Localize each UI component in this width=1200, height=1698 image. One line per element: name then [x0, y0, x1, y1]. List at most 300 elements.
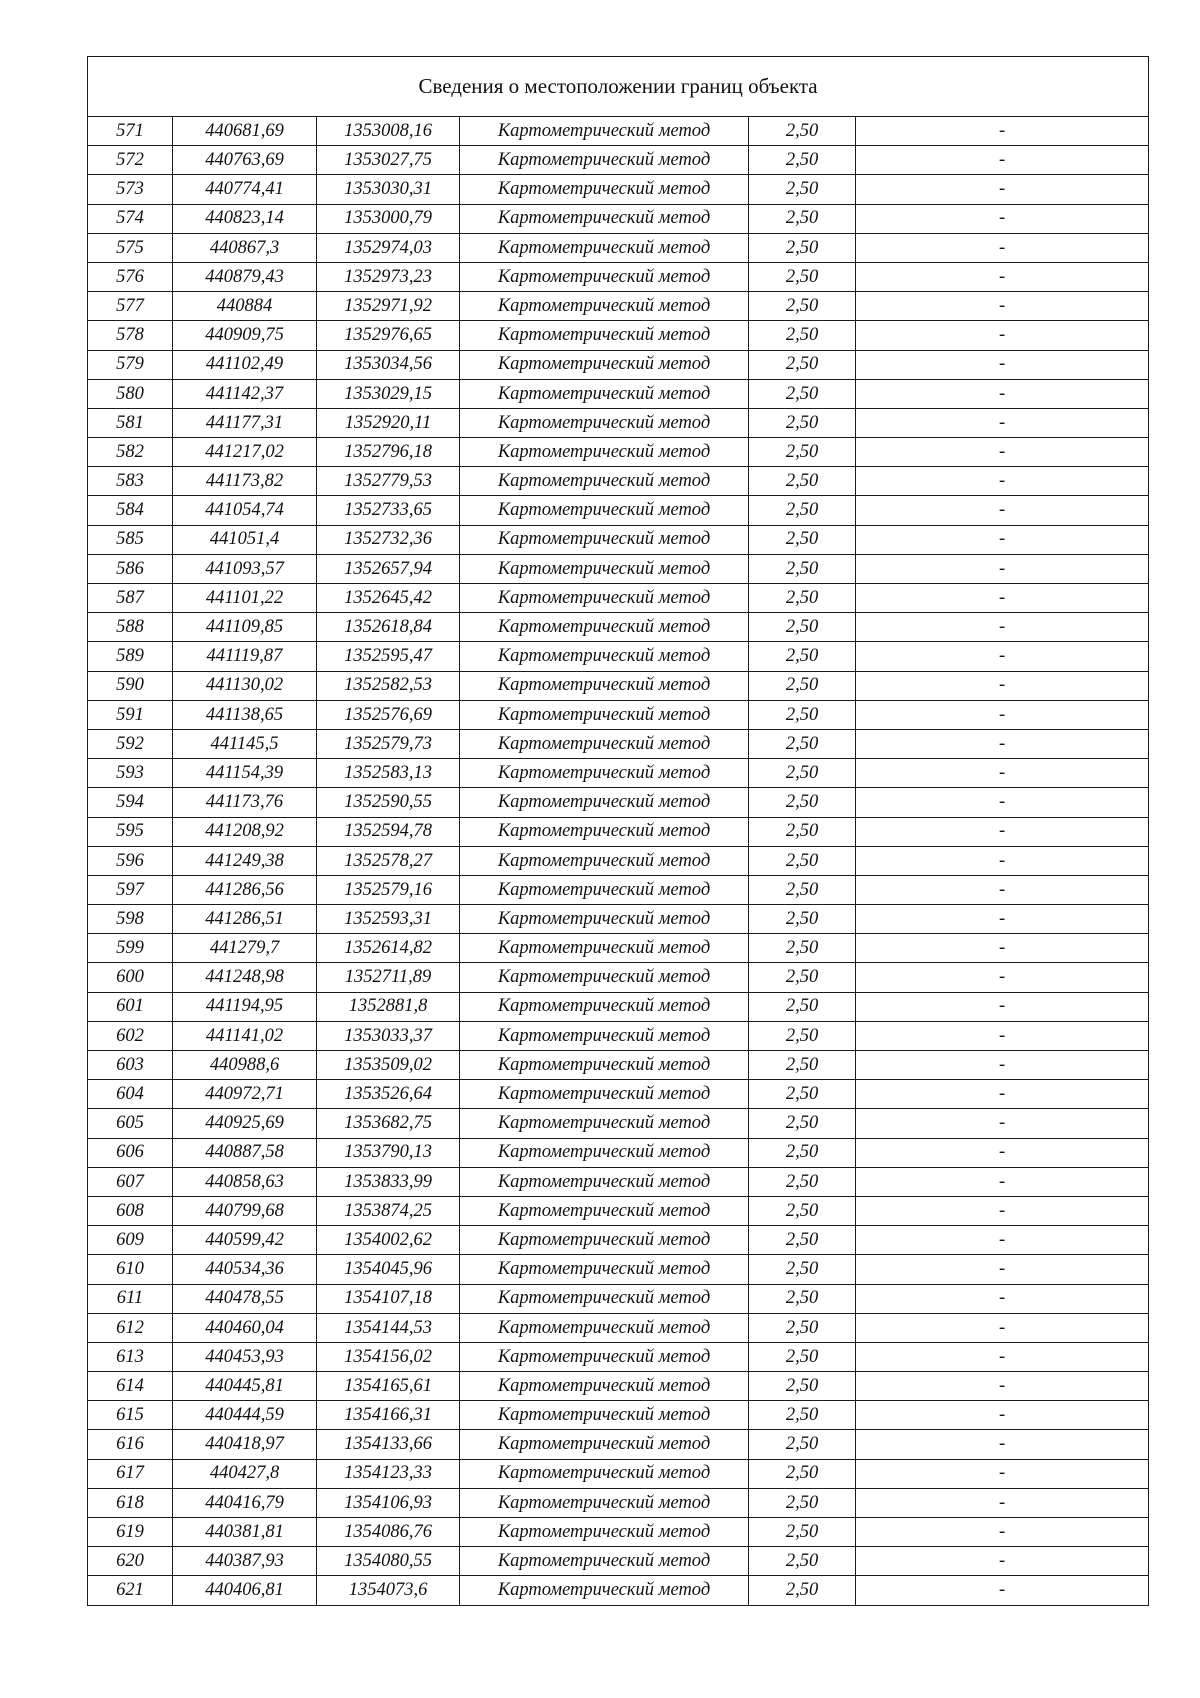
method-cell: Картометрический метод	[460, 525, 749, 554]
y-coordinate-cell: 1354166,31	[317, 1401, 460, 1430]
table-row	[88, 1196, 1149, 1225]
point-number-cell: 596	[88, 846, 173, 875]
point-number-cell: 601	[88, 992, 173, 1021]
accuracy-cell: 2,50	[749, 817, 856, 846]
y-coordinate-cell: 1353029,15	[317, 379, 460, 408]
description-cell: -	[856, 729, 1149, 758]
table-row	[88, 146, 1149, 175]
y-coordinate-cell: 1352657,94	[317, 554, 460, 583]
x-coordinate-cell: 441141,02	[173, 1021, 317, 1050]
table-row	[88, 175, 1149, 204]
table-row	[88, 379, 1149, 408]
description-cell: -	[856, 408, 1149, 437]
x-coordinate-cell: 440381,81	[173, 1518, 317, 1547]
table-row	[88, 321, 1149, 350]
x-coordinate-cell: 440988,6	[173, 1051, 317, 1080]
point-number-cell: 609	[88, 1226, 173, 1255]
method-cell: Картометрический метод	[460, 1284, 749, 1313]
point-number-cell: 613	[88, 1342, 173, 1371]
description-cell: -	[856, 1372, 1149, 1401]
point-number-cell: 581	[88, 408, 173, 437]
point-number-cell: 614	[88, 1372, 173, 1401]
y-coordinate-cell: 1353682,75	[317, 1109, 460, 1138]
table-row	[88, 1459, 1149, 1488]
y-coordinate-cell: 1352578,27	[317, 846, 460, 875]
method-cell: Картометрический метод	[460, 1401, 749, 1430]
accuracy-cell: 2,50	[749, 846, 856, 875]
point-number-cell: 578	[88, 321, 173, 350]
method-cell: Картометрический метод	[460, 1430, 749, 1459]
y-coordinate-cell: 1354106,93	[317, 1488, 460, 1517]
accuracy-cell: 2,50	[749, 700, 856, 729]
point-number-cell: 619	[88, 1518, 173, 1547]
accuracy-cell: 2,50	[749, 788, 856, 817]
x-coordinate-cell: 441101,22	[173, 584, 317, 613]
y-coordinate-cell: 1352645,42	[317, 584, 460, 613]
description-cell: -	[856, 438, 1149, 467]
y-coordinate-cell: 1352973,23	[317, 262, 460, 291]
method-cell: Картометрический метод	[460, 759, 749, 788]
method-cell: Картометрический метод	[460, 1547, 749, 1576]
table-row	[88, 671, 1149, 700]
description-cell: -	[856, 496, 1149, 525]
accuracy-cell: 2,50	[749, 992, 856, 1021]
point-number-cell: 610	[88, 1255, 173, 1284]
x-coordinate-cell: 441093,57	[173, 554, 317, 583]
x-coordinate-cell: 440887,58	[173, 1138, 317, 1167]
point-number-cell: 617	[88, 1459, 173, 1488]
point-number-cell: 616	[88, 1430, 173, 1459]
x-coordinate-cell: 441279,7	[173, 934, 317, 963]
x-coordinate-cell: 441154,39	[173, 759, 317, 788]
table-row	[88, 788, 1149, 817]
accuracy-cell: 2,50	[749, 1051, 856, 1080]
y-coordinate-cell: 1352579,73	[317, 729, 460, 758]
description-cell: -	[856, 759, 1149, 788]
x-coordinate-cell: 440681,69	[173, 117, 317, 146]
accuracy-cell: 2,50	[749, 408, 856, 437]
method-cell: Картометрический метод	[460, 350, 749, 379]
y-coordinate-cell: 1352614,82	[317, 934, 460, 963]
y-coordinate-cell: 1352974,03	[317, 233, 460, 262]
description-cell: -	[856, 1167, 1149, 1196]
y-coordinate-cell: 1352733,65	[317, 496, 460, 525]
table-row	[88, 1051, 1149, 1080]
table-row	[88, 350, 1149, 379]
accuracy-cell: 2,50	[749, 1109, 856, 1138]
x-coordinate-cell: 441051,4	[173, 525, 317, 554]
accuracy-cell: 2,50	[749, 1401, 856, 1430]
y-coordinate-cell: 1352796,18	[317, 438, 460, 467]
table-row	[88, 1518, 1149, 1547]
method-cell: Картометрический метод	[460, 554, 749, 583]
method-cell: Картометрический метод	[460, 467, 749, 496]
y-coordinate-cell: 1353526,64	[317, 1080, 460, 1109]
table-row	[88, 233, 1149, 262]
x-coordinate-cell: 441145,5	[173, 729, 317, 758]
description-cell: -	[856, 671, 1149, 700]
table-row	[88, 1284, 1149, 1313]
point-number-cell: 620	[88, 1547, 173, 1576]
y-coordinate-cell: 1352595,47	[317, 642, 460, 671]
x-coordinate-cell: 440799,68	[173, 1196, 317, 1225]
y-coordinate-cell: 1353034,56	[317, 350, 460, 379]
boundary-coordinates-table	[87, 56, 1149, 1606]
point-number-cell: 593	[88, 759, 173, 788]
y-coordinate-cell: 1352711,89	[317, 963, 460, 992]
x-coordinate-cell: 441286,51	[173, 905, 317, 934]
table-row	[88, 496, 1149, 525]
table-title: Сведения о местоположении границ объекта	[88, 57, 1149, 117]
x-coordinate-cell: 440858,63	[173, 1167, 317, 1196]
accuracy-cell: 2,50	[749, 1547, 856, 1576]
method-cell: Картометрический метод	[460, 408, 749, 437]
point-number-cell: 573	[88, 175, 173, 204]
table-row	[88, 1313, 1149, 1342]
y-coordinate-cell: 1354045,96	[317, 1255, 460, 1284]
point-number-cell: 571	[88, 117, 173, 146]
y-coordinate-cell: 1352583,13	[317, 759, 460, 788]
point-number-cell: 584	[88, 496, 173, 525]
y-coordinate-cell: 1354144,53	[317, 1313, 460, 1342]
description-cell: -	[856, 350, 1149, 379]
method-cell: Картометрический метод	[460, 934, 749, 963]
method-cell: Картометрический метод	[460, 1342, 749, 1371]
method-cell: Картометрический метод	[460, 438, 749, 467]
accuracy-cell: 2,50	[749, 292, 856, 321]
table-title-row	[88, 57, 1149, 117]
table-row	[88, 1109, 1149, 1138]
accuracy-cell: 2,50	[749, 467, 856, 496]
x-coordinate-cell: 440763,69	[173, 146, 317, 175]
table-row	[88, 992, 1149, 1021]
point-number-cell: 579	[88, 350, 173, 379]
y-coordinate-cell: 1352576,69	[317, 700, 460, 729]
y-coordinate-cell: 1352881,8	[317, 992, 460, 1021]
x-coordinate-cell: 441173,76	[173, 788, 317, 817]
y-coordinate-cell: 1354073,6	[317, 1576, 460, 1605]
method-cell: Картометрический метод	[460, 1080, 749, 1109]
x-coordinate-cell: 440406,81	[173, 1576, 317, 1605]
y-coordinate-cell: 1352976,65	[317, 321, 460, 350]
description-cell: -	[856, 992, 1149, 1021]
description-cell: -	[856, 1226, 1149, 1255]
method-cell: Картометрический метод	[460, 292, 749, 321]
method-cell: Картометрический метод	[460, 1518, 749, 1547]
method-cell: Картометрический метод	[460, 175, 749, 204]
point-number-cell: 605	[88, 1109, 173, 1138]
accuracy-cell: 2,50	[749, 1080, 856, 1109]
table-row	[88, 759, 1149, 788]
point-number-cell: 572	[88, 146, 173, 175]
x-coordinate-cell: 441130,02	[173, 671, 317, 700]
table-row	[88, 1547, 1149, 1576]
y-coordinate-cell: 1353033,37	[317, 1021, 460, 1050]
accuracy-cell: 2,50	[749, 1488, 856, 1517]
x-coordinate-cell: 441217,02	[173, 438, 317, 467]
accuracy-cell: 2,50	[749, 1576, 856, 1605]
y-coordinate-cell: 1352779,53	[317, 467, 460, 496]
y-coordinate-cell: 1354165,61	[317, 1372, 460, 1401]
description-cell: -	[856, 554, 1149, 583]
accuracy-cell: 2,50	[749, 1255, 856, 1284]
table-row	[88, 700, 1149, 729]
accuracy-cell: 2,50	[749, 175, 856, 204]
description-cell: -	[856, 1138, 1149, 1167]
method-cell: Картометрический метод	[460, 1372, 749, 1401]
method-cell: Картометрический метод	[460, 1167, 749, 1196]
y-coordinate-cell: 1352582,53	[317, 671, 460, 700]
table-row	[88, 262, 1149, 291]
y-coordinate-cell: 1352971,92	[317, 292, 460, 321]
description-cell: -	[856, 817, 1149, 846]
table-row	[88, 875, 1149, 904]
x-coordinate-cell: 440884	[173, 292, 317, 321]
description-cell: -	[856, 700, 1149, 729]
accuracy-cell: 2,50	[749, 963, 856, 992]
table-row	[88, 292, 1149, 321]
method-cell: Картометрический метод	[460, 992, 749, 1021]
method-cell: Картометрический метод	[460, 875, 749, 904]
x-coordinate-cell: 440387,93	[173, 1547, 317, 1576]
y-coordinate-cell: 1354002,62	[317, 1226, 460, 1255]
accuracy-cell: 2,50	[749, 729, 856, 758]
accuracy-cell: 2,50	[749, 584, 856, 613]
y-coordinate-cell: 1354086,76	[317, 1518, 460, 1547]
method-cell: Картометрический метод	[460, 379, 749, 408]
x-coordinate-cell: 440453,93	[173, 1342, 317, 1371]
accuracy-cell: 2,50	[749, 1284, 856, 1313]
method-cell: Картометрический метод	[460, 146, 749, 175]
description-cell: -	[856, 1255, 1149, 1284]
x-coordinate-cell: 440925,69	[173, 1109, 317, 1138]
accuracy-cell: 2,50	[749, 146, 856, 175]
method-cell: Картометрический метод	[460, 262, 749, 291]
point-number-cell: 574	[88, 204, 173, 233]
method-cell: Картометрический метод	[460, 1196, 749, 1225]
accuracy-cell: 2,50	[749, 1313, 856, 1342]
method-cell: Картометрический метод	[460, 1255, 749, 1284]
method-cell: Картометрический метод	[460, 788, 749, 817]
point-number-cell: 590	[88, 671, 173, 700]
description-cell: -	[856, 321, 1149, 350]
point-number-cell: 603	[88, 1051, 173, 1080]
table-body	[88, 57, 1149, 1606]
point-number-cell: 621	[88, 1576, 173, 1605]
accuracy-cell: 2,50	[749, 1372, 856, 1401]
description-cell: -	[856, 1021, 1149, 1050]
accuracy-cell: 2,50	[749, 1167, 856, 1196]
point-number-cell: 592	[88, 729, 173, 758]
y-coordinate-cell: 1354080,55	[317, 1547, 460, 1576]
method-cell: Картометрический метод	[460, 1313, 749, 1342]
method-cell: Картометрический метод	[460, 321, 749, 350]
accuracy-cell: 2,50	[749, 1196, 856, 1225]
x-coordinate-cell: 440460,04	[173, 1313, 317, 1342]
description-cell: -	[856, 117, 1149, 146]
x-coordinate-cell: 440599,42	[173, 1226, 317, 1255]
accuracy-cell: 2,50	[749, 1430, 856, 1459]
table-row	[88, 817, 1149, 846]
accuracy-cell: 2,50	[749, 1226, 856, 1255]
point-number-cell: 594	[88, 788, 173, 817]
x-coordinate-cell: 441177,31	[173, 408, 317, 437]
table-row	[88, 1576, 1149, 1605]
method-cell: Картометрический метод	[460, 117, 749, 146]
table-row	[88, 729, 1149, 758]
method-cell: Картометрический метод	[460, 1021, 749, 1050]
method-cell: Картометрический метод	[460, 1051, 749, 1080]
x-coordinate-cell: 441109,85	[173, 613, 317, 642]
point-number-cell: 597	[88, 875, 173, 904]
method-cell: Картометрический метод	[460, 700, 749, 729]
table-row	[88, 408, 1149, 437]
x-coordinate-cell: 441208,92	[173, 817, 317, 846]
point-number-cell: 585	[88, 525, 173, 554]
y-coordinate-cell: 1354107,18	[317, 1284, 460, 1313]
table-row	[88, 613, 1149, 642]
description-cell: -	[856, 963, 1149, 992]
x-coordinate-cell: 441249,38	[173, 846, 317, 875]
x-coordinate-cell: 441102,49	[173, 350, 317, 379]
point-number-cell: 604	[88, 1080, 173, 1109]
table-row	[88, 1372, 1149, 1401]
description-cell: -	[856, 146, 1149, 175]
description-cell: -	[856, 379, 1149, 408]
y-coordinate-cell: 1352594,78	[317, 817, 460, 846]
y-coordinate-cell: 1354123,33	[317, 1459, 460, 1488]
y-coordinate-cell: 1353509,02	[317, 1051, 460, 1080]
x-coordinate-cell: 441119,87	[173, 642, 317, 671]
x-coordinate-cell: 441054,74	[173, 496, 317, 525]
accuracy-cell: 2,50	[749, 525, 856, 554]
description-cell: -	[856, 1576, 1149, 1605]
y-coordinate-cell: 1353027,75	[317, 146, 460, 175]
y-coordinate-cell: 1353008,16	[317, 117, 460, 146]
table-row	[88, 584, 1149, 613]
accuracy-cell: 2,50	[749, 905, 856, 934]
description-cell: -	[856, 233, 1149, 262]
table-row	[88, 1430, 1149, 1459]
description-cell: -	[856, 1342, 1149, 1371]
description-cell: -	[856, 204, 1149, 233]
point-number-cell: 599	[88, 934, 173, 963]
description-cell: -	[856, 1547, 1149, 1576]
table-row	[88, 467, 1149, 496]
table-row	[88, 204, 1149, 233]
method-cell: Картометрический метод	[460, 1459, 749, 1488]
point-number-cell: 600	[88, 963, 173, 992]
point-number-cell: 611	[88, 1284, 173, 1313]
y-coordinate-cell: 1354156,02	[317, 1342, 460, 1371]
point-number-cell: 607	[88, 1167, 173, 1196]
table-row	[88, 905, 1149, 934]
point-number-cell: 580	[88, 379, 173, 408]
method-cell: Картометрический метод	[460, 671, 749, 700]
y-coordinate-cell: 1353030,31	[317, 175, 460, 204]
point-number-cell: 612	[88, 1313, 173, 1342]
x-coordinate-cell: 441248,98	[173, 963, 317, 992]
description-cell: -	[856, 875, 1149, 904]
x-coordinate-cell: 441173,82	[173, 467, 317, 496]
x-coordinate-cell: 441142,37	[173, 379, 317, 408]
point-number-cell: 587	[88, 584, 173, 613]
method-cell: Картометрический метод	[460, 1576, 749, 1605]
x-coordinate-cell: 440774,41	[173, 175, 317, 204]
accuracy-cell: 2,50	[749, 1342, 856, 1371]
description-cell: -	[856, 613, 1149, 642]
table-row	[88, 438, 1149, 467]
x-coordinate-cell: 440867,3	[173, 233, 317, 262]
point-number-cell: 608	[88, 1196, 173, 1225]
description-cell: -	[856, 1284, 1149, 1313]
point-number-cell: 615	[88, 1401, 173, 1430]
accuracy-cell: 2,50	[749, 262, 856, 291]
y-coordinate-cell: 1352732,36	[317, 525, 460, 554]
method-cell: Картометрический метод	[460, 1138, 749, 1167]
y-coordinate-cell: 1352618,84	[317, 613, 460, 642]
x-coordinate-cell: 440534,36	[173, 1255, 317, 1284]
method-cell: Картометрический метод	[460, 817, 749, 846]
accuracy-cell: 2,50	[749, 875, 856, 904]
x-coordinate-cell: 440478,55	[173, 1284, 317, 1313]
table-row	[88, 554, 1149, 583]
description-cell: -	[856, 467, 1149, 496]
x-coordinate-cell: 440909,75	[173, 321, 317, 350]
accuracy-cell: 2,50	[749, 350, 856, 379]
point-number-cell: 602	[88, 1021, 173, 1050]
description-cell: -	[856, 525, 1149, 554]
method-cell: Картометрический метод	[460, 1488, 749, 1517]
description-cell: -	[856, 1313, 1149, 1342]
accuracy-cell: 2,50	[749, 233, 856, 262]
accuracy-cell: 2,50	[749, 671, 856, 700]
accuracy-cell: 2,50	[749, 759, 856, 788]
accuracy-cell: 2,50	[749, 642, 856, 671]
method-cell: Картометрический метод	[460, 729, 749, 758]
description-cell: -	[856, 1459, 1149, 1488]
description-cell: -	[856, 1401, 1149, 1430]
description-cell: -	[856, 584, 1149, 613]
accuracy-cell: 2,50	[749, 438, 856, 467]
method-cell: Картометрический метод	[460, 905, 749, 934]
method-cell: Картометрический метод	[460, 1109, 749, 1138]
point-number-cell: 583	[88, 467, 173, 496]
y-coordinate-cell: 1352579,16	[317, 875, 460, 904]
table-row	[88, 1488, 1149, 1517]
x-coordinate-cell: 440972,71	[173, 1080, 317, 1109]
point-number-cell: 589	[88, 642, 173, 671]
description-cell: -	[856, 642, 1149, 671]
table-row	[88, 1401, 1149, 1430]
table-row	[88, 934, 1149, 963]
table-row	[88, 117, 1149, 146]
method-cell: Картометрический метод	[460, 584, 749, 613]
method-cell: Картометрический метод	[460, 1226, 749, 1255]
method-cell: Картометрический метод	[460, 963, 749, 992]
table-row	[88, 1342, 1149, 1371]
y-coordinate-cell: 1352590,55	[317, 788, 460, 817]
point-number-cell: 618	[88, 1488, 173, 1517]
description-cell: -	[856, 1051, 1149, 1080]
x-coordinate-cell: 440416,79	[173, 1488, 317, 1517]
accuracy-cell: 2,50	[749, 321, 856, 350]
description-cell: -	[856, 934, 1149, 963]
accuracy-cell: 2,50	[749, 496, 856, 525]
x-coordinate-cell: 440445,81	[173, 1372, 317, 1401]
description-cell: -	[856, 1518, 1149, 1547]
table-row	[88, 1255, 1149, 1284]
